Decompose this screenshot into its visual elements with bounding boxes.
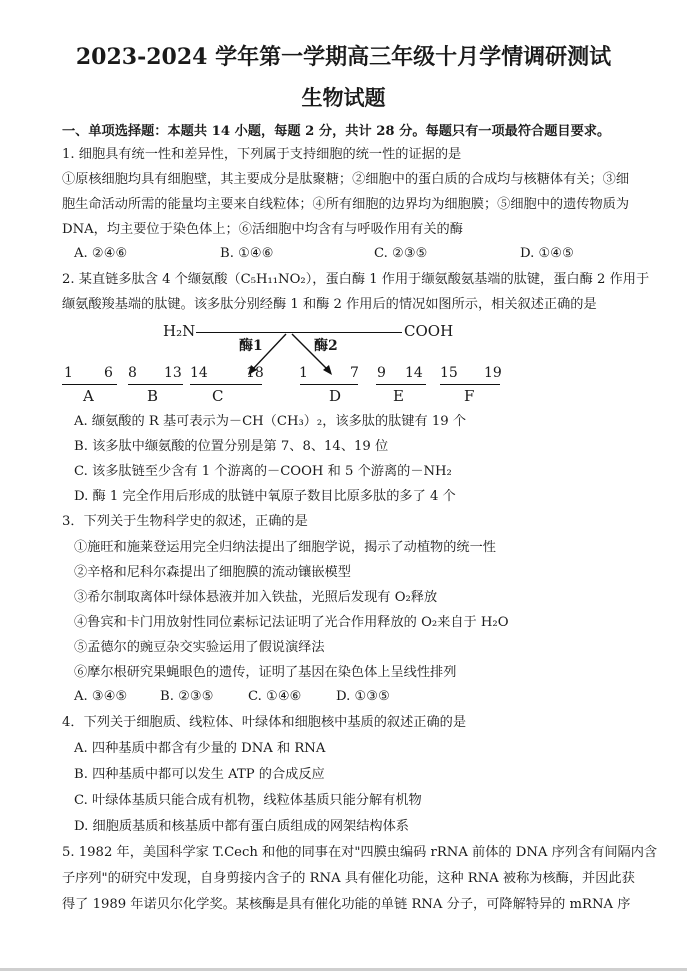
q5-stem-line1: 5. 1982 年，美国科学家 T.Cech 和他的同事在对"四膜虫编码 rRNA 前体的 DNA 序列含有间隔内含 <box>62 845 658 860</box>
q4-option-c: C. 叶绿体基质只能合成有机物，线粒体基质只能分解有机物 <box>74 793 422 808</box>
fragment-c-bar <box>190 384 262 385</box>
q1-option-a: A. ②④⑥ <box>74 246 128 261</box>
q3-option-b: B. ②③⑤ <box>160 689 214 704</box>
q3-item-1: ①施旺和施莱登运用完全归纳法提出了细胞学说，揭示了动植物的统一性 <box>74 540 496 555</box>
q3-stem: 3．下列关于生物科学史的叙述，正确的是 <box>62 514 308 529</box>
q3-option-d: D. ①③⑤ <box>336 689 390 704</box>
fragment-e-label: E <box>393 387 404 405</box>
fragment-a-bar <box>62 384 117 385</box>
c-terminal-label: COOH <box>404 322 454 340</box>
q1-line3: DNA，均主要位于染色体上；⑥活细胞中均含有与呼吸作用有关的酶 <box>62 222 463 237</box>
fragment-e-end: 14 <box>405 365 423 381</box>
q3-item-2: ②辛格和尼科尔森提出了细胞膜的流动镶嵌模型 <box>74 565 351 580</box>
enzyme-arrows <box>0 318 687 410</box>
q5-stem-line2: 子序列"的研究中发现，自身剪接内含子的 RNA 具有催化功能，这种 RNA 被称为核酶，并因此获 <box>62 871 635 886</box>
q4-option-d: D. 细胞质基质和核基质中都有蛋白质组成的网架结构体系 <box>74 819 409 834</box>
fragment-b-start: 8 <box>128 365 137 381</box>
exam-subtitle: 生物试题 <box>301 85 386 110</box>
q3-item-3: ③希尔制取离体叶绿体悬液并加入铁盐，光照后发现有 O₂释放 <box>74 590 438 605</box>
q2-stem-line1: 2. 某直链多肽含 4 个缬氨酸（C₅H₁₁NO₂），蛋白酶 1 作用于缬氨酸氨基端的肽键，蛋白酶 2 作用于 <box>62 272 650 287</box>
q1-stem: 1. 细胞具有统一性和差异性，下列属于支持细胞的统一性的证据的是 <box>62 147 462 162</box>
fragment-e-start: 9 <box>377 365 386 381</box>
q1-option-d: D. ①④⑤ <box>520 246 574 261</box>
fragment-b-bar <box>128 384 183 385</box>
q3-option-c: C. ①④⑥ <box>248 689 302 704</box>
exam-title: 2023-2024 学年第一学期高三年级十月学情调研测试 <box>75 44 612 70</box>
fragment-c-label: C <box>212 387 224 405</box>
fragment-f-end: 19 <box>484 365 502 381</box>
fragment-f-label: F <box>464 387 475 405</box>
q2-stem-line2: 缬氨酸羧基端的肽键。该多肽分别经酶 1 和酶 2 作用后的情况如图所示，相关叙述正确的是 <box>62 297 597 312</box>
enzyme2-label: 酶2 <box>314 338 338 354</box>
fragment-f-bar <box>440 384 500 385</box>
fragment-c-start: 14 <box>190 365 208 381</box>
q3-item-6: ⑥摩尔根研究果蝇眼色的遗传，证明了基因在染色体上呈线性排列 <box>74 665 457 680</box>
q1-option-c: C. ②③⑤ <box>374 246 428 261</box>
fragment-f-start: 15 <box>440 365 458 381</box>
enzyme1-label: 酶1 <box>239 338 263 354</box>
q1-option-b: B. ①④⑥ <box>220 246 274 261</box>
q1-line2: 胞生命活动所需的能量均主要来自线粒体；④所有细胞的边界均为细胞膜；⑤细胞中的遗传物质为 <box>62 197 630 212</box>
q4-stem: 4．下列关于细胞质、线粒体、叶绿体和细胞核中基质的叙述正确的是 <box>62 715 467 730</box>
fragment-b-label: B <box>147 387 159 405</box>
q5-stem-line3: 得了 1989 年诺贝尔化学奖。某核酶是具有催化功能的单链 RNA 分子，可降解特异的 mRNA 序 <box>62 897 631 912</box>
q3-item-5: ⑤孟德尔的豌豆杂交实验运用了假说演绎法 <box>74 640 325 655</box>
fragment-a-end: 6 <box>104 365 113 381</box>
fragment-a-label: A <box>83 387 94 405</box>
q3-item-4: ④鲁宾和卡门用放射性同位素标记法证明了光合作用释放的 O₂来自于 H₂O <box>74 615 509 630</box>
fragment-c-end: 18 <box>246 365 264 381</box>
q4-option-a: A. 四种基质中都含有少量的 DNA 和 RNA <box>74 741 326 756</box>
n-terminal-label: H₂N <box>163 322 196 340</box>
q3-option-a: A. ③④⑤ <box>74 689 128 704</box>
q2-option-a: A. 缬氨酸的 R 基可表示为－CH（CH₃）₂，该多肽的肽键有 19 个 <box>74 414 467 429</box>
fragment-d-end: 7 <box>350 365 359 381</box>
q1-line1: ①原核细胞均具有细胞壁，其主要成分是肽聚糖；②细胞中的蛋白质的合成均与核糖体有关；③细 <box>62 172 630 187</box>
q2-option-b: B. 该多肽中缬氨酸的位置分别是第 7、8、14、19 位 <box>74 439 389 454</box>
fragment-e-bar <box>376 384 426 385</box>
q2-option-c: C. 该多肽链至少含有 1 个游离的－COOH 和 5 个游离的－NH₂ <box>74 464 452 479</box>
fragment-b-end: 13 <box>164 365 182 381</box>
q4-option-b: B. 四种基质中都可以发生 ATP 的合成反应 <box>74 767 325 782</box>
fragment-d-start: 1 <box>299 365 308 381</box>
fragment-d-label: D <box>329 387 342 405</box>
peptide-diagram <box>0 318 687 410</box>
fragment-a-start: 1 <box>64 365 73 381</box>
q2-option-d: D. 酶 1 完全作用后形成的肽链中氧原子数目比原多肽的多了 4 个 <box>74 489 456 504</box>
section-heading: 一、单项选择题：本题共 14 小题，每题 2 分，共计 28 分。每题只有一项最符合题目要求。 <box>62 124 611 139</box>
fragment-d-bar <box>300 384 358 385</box>
